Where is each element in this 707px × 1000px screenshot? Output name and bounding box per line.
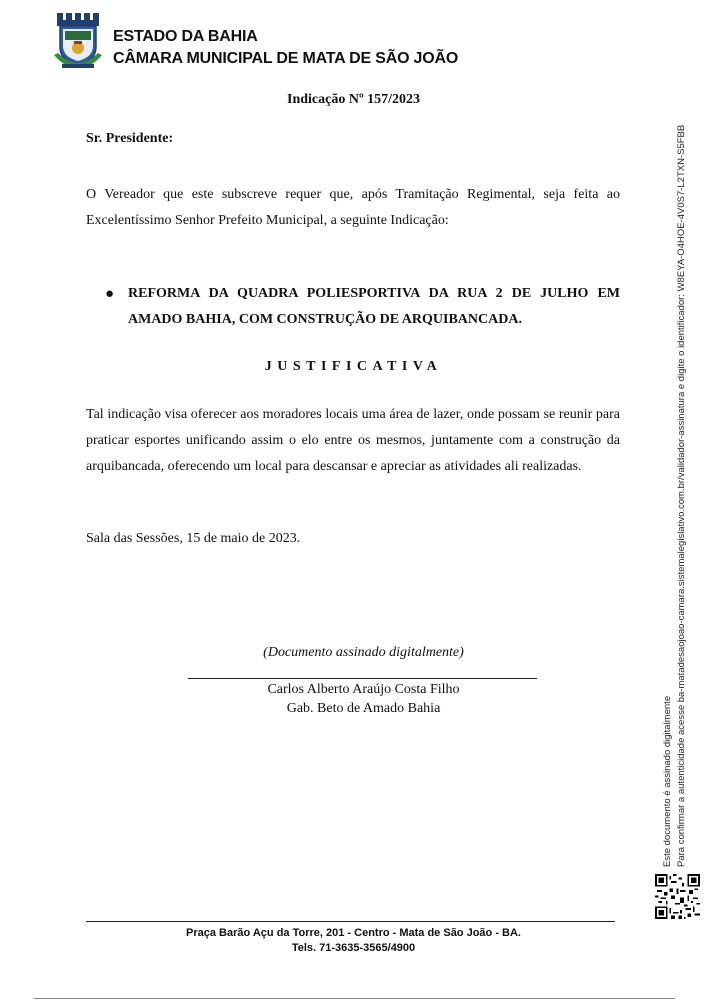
salutation: Sr. Presidente: xyxy=(86,131,174,146)
qr-code-icon[interactable] xyxy=(655,874,700,919)
verification-line-1: Este documento é assinado digitalmente xyxy=(662,695,673,867)
footer-phone: Tels. 71-3635-3565/4900 xyxy=(291,942,416,954)
place-date: Sala das Sessões, 15 de maio de 2023. xyxy=(86,531,301,546)
footer-divider xyxy=(86,921,615,922)
municipal-coat-of-arms-icon xyxy=(54,13,102,69)
document-title: Indicação Nº 157/2023 xyxy=(287,92,420,107)
bullet-icon: ● xyxy=(105,286,115,302)
signature-line xyxy=(188,678,537,679)
justification-heading: JUSTIFICATIVA xyxy=(264,359,443,374)
state-name: ESTADO DA BAHIA xyxy=(113,28,258,45)
verification-line-2: Para confirmar a autenticidade acesse ba-matadesaojoao-camara.sistemalegislativo.com.br/validador-assinatura e digite o identificador: W8EYA-O4HOE-4V0S7-L2TXN-S5FBB xyxy=(676,124,687,867)
verification-text xyxy=(661,125,689,867)
request-item: REFORMA DA QUADRA POLIESPORTIVA DA RUA 2 DE JULHO EM AMADO BAHIA, COM CONSTRUÇÃO DE ARQUIBANCADA. xyxy=(128,286,620,327)
signature-note: (Documento assinado digitalmente) xyxy=(263,645,464,660)
signer-name: Carlos Alberto Araújo Costa Filho xyxy=(267,682,460,697)
page-bottom-rule xyxy=(34,998,675,999)
justification-paragraph: Tal indicação visa oferecer aos moradores locais uma área de lazer, onde possam se reunir para praticar esportes unificando assim o elo entre os mesmos, juntamente com a construção da arquibancada, oferecendo um local para descansar e apreciar as atividades ali realizadas. xyxy=(86,407,620,474)
signer-office: Gab. Beto de Amado Bahia xyxy=(286,701,441,716)
chamber-name: CÂMARA MUNICIPAL DE MATA DE SÃO JOÃO xyxy=(113,50,459,67)
intro-paragraph: O Vereador que este subscreve requer que, após Tramitação Regimental, seja feita ao Excelentíssimo Senhor Prefeito Municipal, a seguinte Indicação: xyxy=(86,187,620,228)
footer-address: Praça Barão Açu da Torre, 201 - Centro - Mata de São João - BA. xyxy=(186,927,521,939)
